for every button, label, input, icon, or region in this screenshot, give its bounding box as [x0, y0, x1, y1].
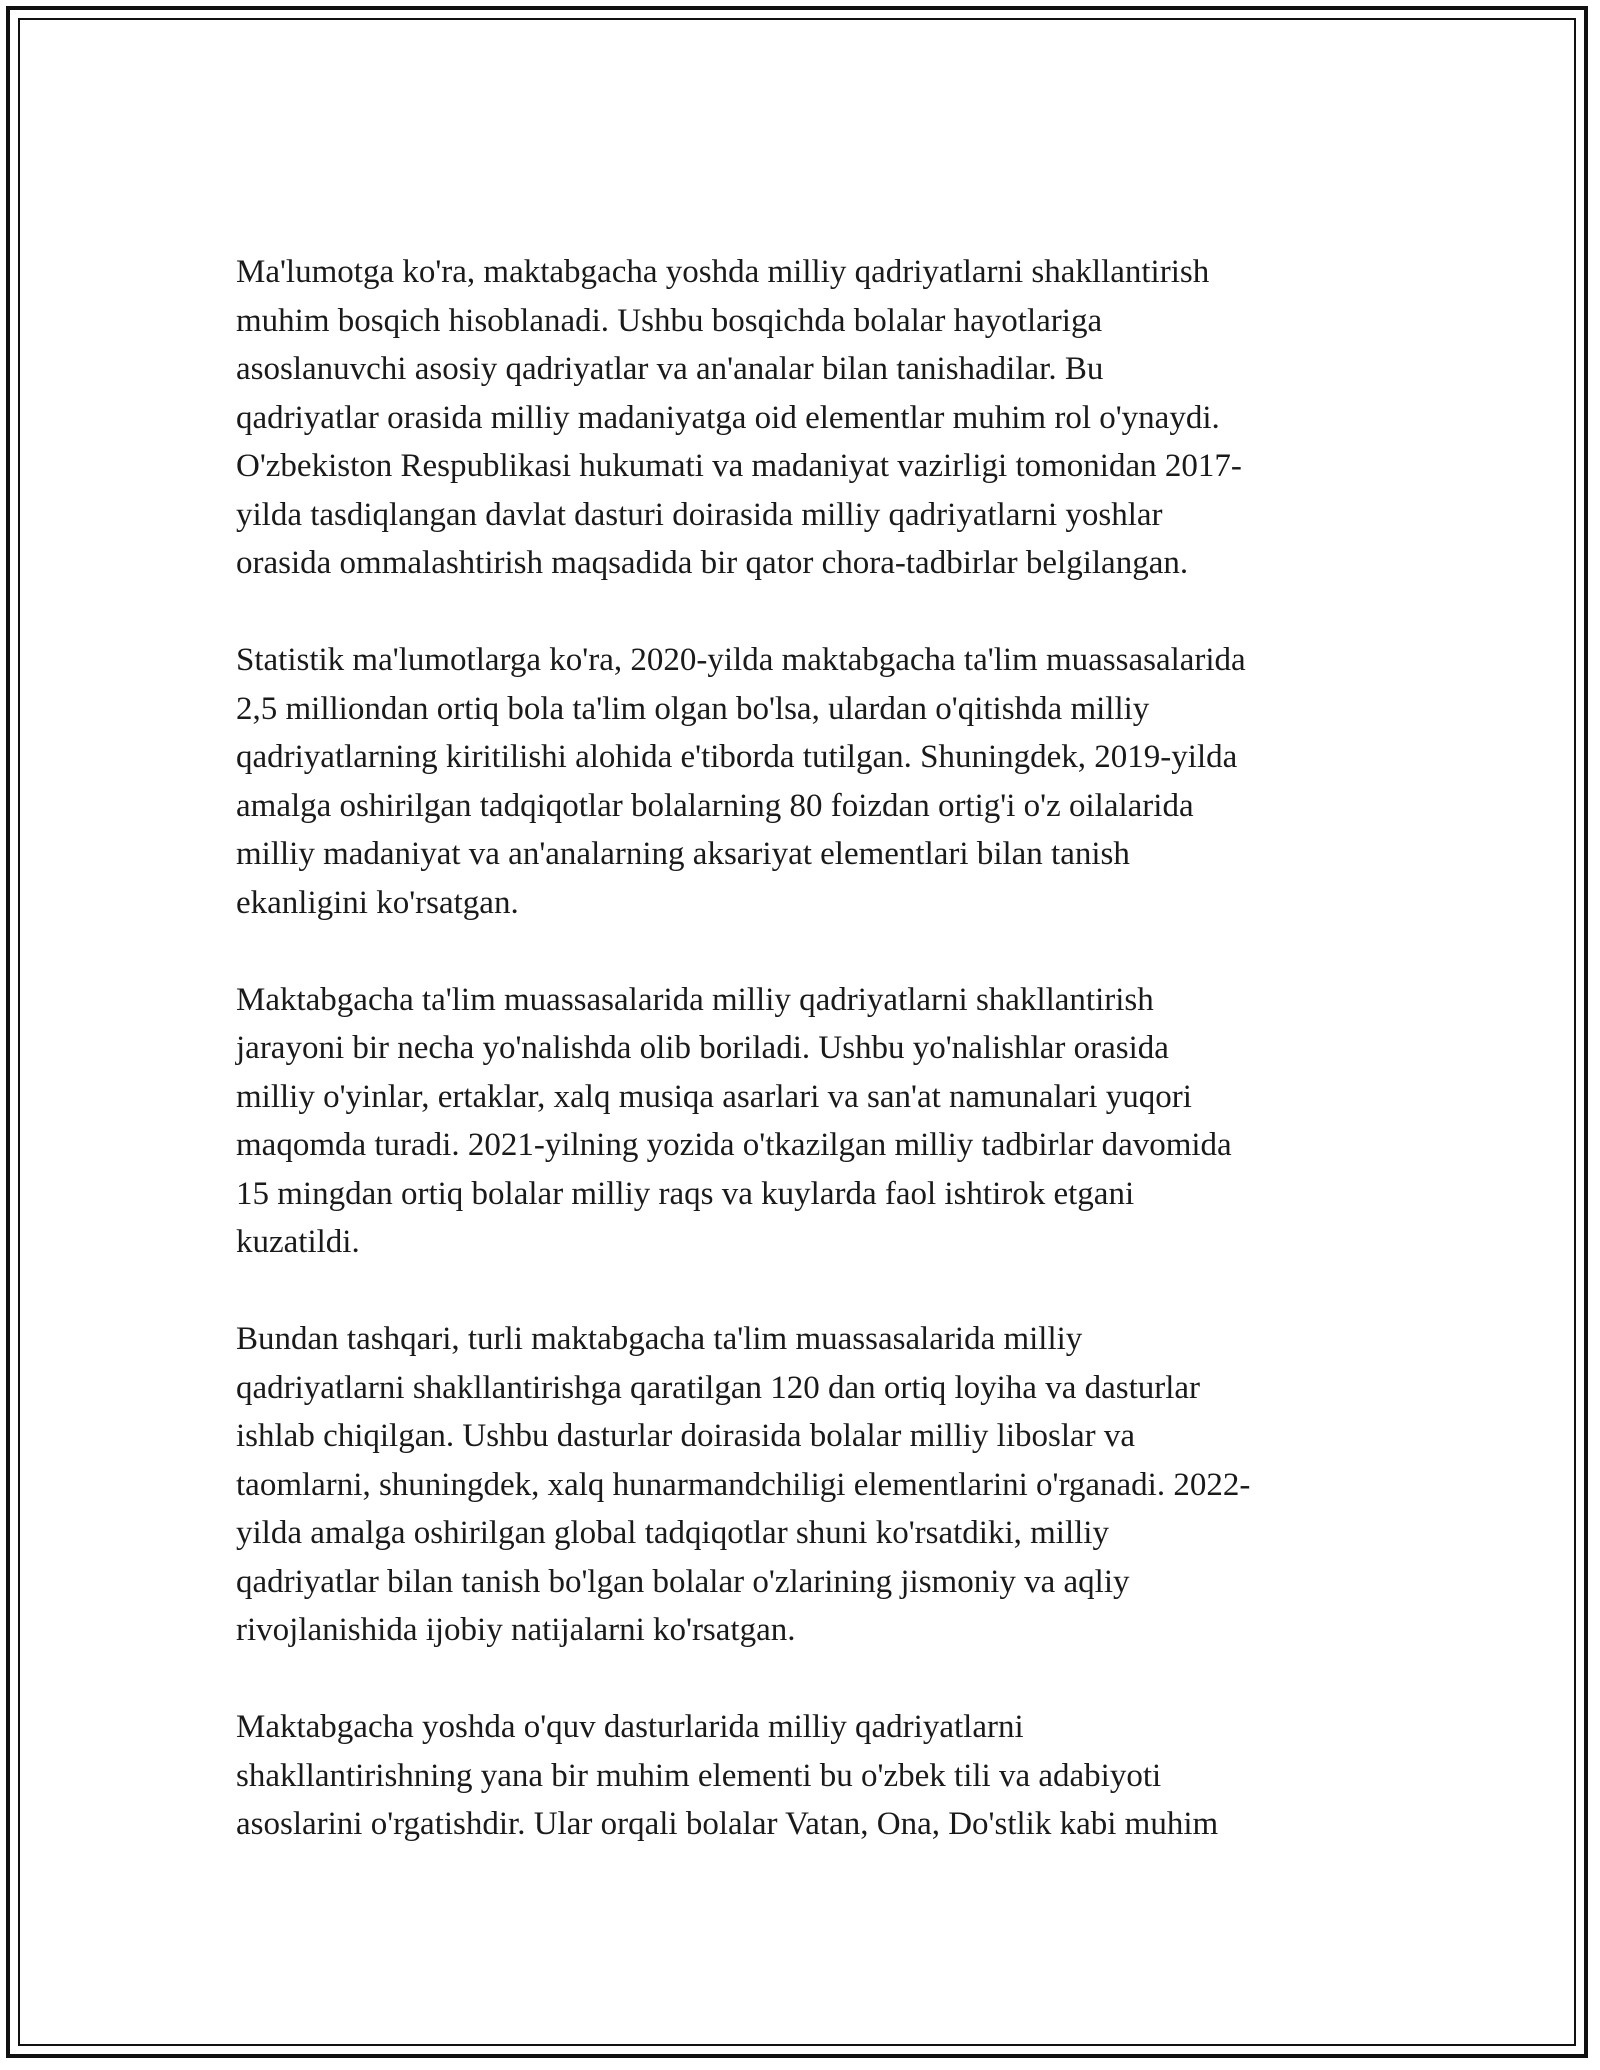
- paragraph-2: [236, 636, 1366, 927]
- text-line: orasida ommalashtirish maqsadida bir qator chora-tadbirlar belgilangan.: [236, 545, 1189, 581]
- text-line: yilda tasdiqlangan davlat dasturi doirasida milliy qadriyatlarni yoshlar: [236, 496, 1163, 533]
- paragraph-3: [236, 976, 1366, 1267]
- paragraph-4: [236, 1315, 1366, 1655]
- text-line: rivojlanishida ijobiy natijalarni ko'rsatgan.: [236, 1612, 796, 1648]
- text-line: qadriyatlar bilan tanish bo'lgan bolalar o'zlarining jismoniy va aqliy: [236, 1563, 1130, 1600]
- text-line: shakllantirishning yana bir muhim elementi bu o'zbek tili va adabiyoti: [236, 1757, 1162, 1794]
- text-line: qadriyatlarning kiritilishi alohida e'tiborda tutilgan. Shuningdek, 2019-yilda: [236, 739, 1238, 775]
- text-line: amalga oshirilgan tadqiqotlar bolalarning 80 foizdan ortig'i o'z oilalarida: [236, 787, 1194, 824]
- text-line: yilda amalga oshirilgan global tadqiqotlar shuni ko'rsatdiki, milliy: [236, 1515, 1109, 1551]
- text-line: muhim bosqich hisoblanadi. Ushbu bosqichda bolalar hayotlariga: [236, 302, 1103, 339]
- text-line: taomlarni, shuningdek, xalq hunarmandchiligi elementlarini o'rganadi. 2022-: [236, 1466, 1251, 1503]
- text-line: O'zbekiston Respublikasi hukumati va madaniyat vazirligi tomonidan 2017-: [236, 448, 1242, 484]
- text-line: asoslarini o'rgatishdir. Ular orqali bolalar Vatan, Ona, Do'stlik kabi muhim: [236, 1806, 1219, 1842]
- text-line: Ma'lumotga ko'ra, maktabgacha yoshda milliy qadriyatlarni shakllantirish: [236, 254, 1210, 290]
- document-body: [236, 248, 1366, 1897]
- text-line: milliy madaniyat va an'analarning aksariyat elementlari bilan tanish: [236, 836, 1130, 872]
- text-line: qadriyatlar orasida milliy madaniyatga oid elementlar muhim rol o'ynaydi.: [236, 399, 1220, 436]
- text-line: Maktabgacha ta'lim muassasalarida milliy qadriyatlarni shakllantirish: [236, 981, 1154, 1018]
- text-line: 15 mingdan ortiq bolalar milliy raqs va kuylarda faol ishtirok etgani: [236, 1175, 1135, 1212]
- paragraph-1: [236, 248, 1366, 588]
- text-line: 2,5 milliondan ortiq bola ta'lim olgan bo'lsa, ulardan o'qitishda milliy: [236, 690, 1150, 727]
- text-line: Maktabgacha yoshda o'quv dasturlarida milliy qadriyatlarni: [236, 1709, 1024, 1745]
- text-line: ekanligini ko'rsatgan.: [236, 884, 519, 921]
- text-line: Statistik ma'lumotlarga ko'ra, 2020-yilda maktabgacha ta'lim muassasalarida: [236, 642, 1246, 678]
- text-line: qadriyatlarni shakllantirishga qaratilgan 120 dan ortiq loyiha va dasturlar: [236, 1369, 1201, 1406]
- paragraph-5: [236, 1703, 1366, 1849]
- text-line: milliy o'yinlar, ertaklar, xalq musiqa asarlari va san'at namunalari yuqori: [236, 1078, 1192, 1115]
- text-line: kuzatildi.: [236, 1224, 360, 1260]
- text-line: ishlab chiqilgan. Ushbu dasturlar doirasida bolalar milliy liboslar va: [236, 1418, 1136, 1454]
- text-line: asoslanuvchi asosiy qadriyatlar va an'analar bilan tanishadilar. Bu: [236, 351, 1104, 387]
- text-line: maqomda turadi. 2021-yilning yozida o'tkazilgan milliy tadbirlar davomida: [236, 1127, 1232, 1163]
- text-line: jarayoni bir necha yo'nalishda olib boriladi. Ushbu yo'nalishlar orasida: [236, 1030, 1169, 1066]
- text-line: Bundan tashqari, turli maktabgacha ta'lim muassasalarida milliy: [236, 1321, 1083, 1357]
